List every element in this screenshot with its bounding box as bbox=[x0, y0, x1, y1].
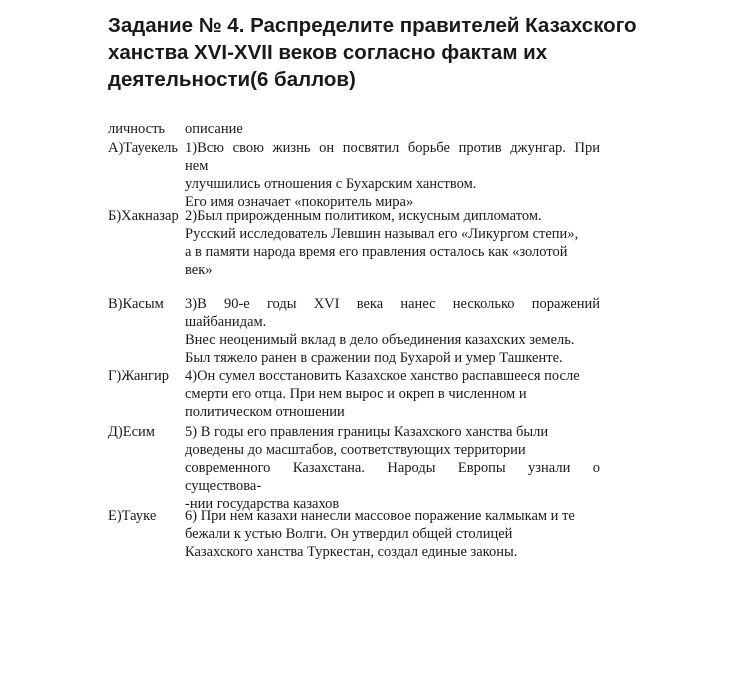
description-line: Русский исследователь Левшин называл его «Ликургом степи», bbox=[185, 226, 579, 242]
title-line-1: Задание № 4. Распределите правителей Казахского bbox=[108, 14, 637, 37]
ruler-description bbox=[185, 295, 600, 367]
rulers-table bbox=[108, 120, 604, 567]
description-line: -нии государства казахов bbox=[185, 496, 340, 512]
table-row bbox=[108, 139, 604, 210]
description-line: шайбанидам. bbox=[185, 314, 267, 330]
description-line: нем bbox=[185, 158, 209, 174]
description-line: 4)Он сумел восстановить Казахское ханство распавшееся после bbox=[185, 368, 580, 384]
ruler-description bbox=[185, 367, 600, 423]
ruler-description bbox=[185, 139, 600, 210]
description-line: Казахского ханства Туркестан, создал единые законы. bbox=[185, 544, 518, 560]
table-header-row bbox=[108, 120, 604, 139]
description-line: бежали к устью Волги. Он утвердил общей столицей bbox=[185, 526, 513, 542]
description-line: Внес неоценимый вклад в дело объединения казахских земель. bbox=[185, 332, 575, 348]
description-line: Был тяжело ранен в сражении под Бухарой и умер Ташкенте. bbox=[185, 350, 563, 366]
description-line: политическом отношении bbox=[185, 404, 345, 420]
description-line: улучшились отношения с Бухарским ханством. bbox=[185, 176, 477, 192]
header-person: личность bbox=[108, 121, 166, 137]
table-row bbox=[108, 295, 604, 367]
ruler-name: Б)Хакназар bbox=[108, 208, 179, 224]
description-line: смерти его отца. При нем вырос и окреп в численном и bbox=[185, 386, 527, 402]
ruler-description bbox=[185, 507, 600, 567]
task-title bbox=[108, 12, 668, 93]
description-line: 3)В 90-е годы XVI века нанес несколько поражений bbox=[185, 296, 600, 312]
description-line: а в памяти народа время его правления осталось как «золотой bbox=[185, 244, 568, 260]
ruler-name: Д)Есим bbox=[108, 424, 155, 440]
ruler-description bbox=[185, 207, 600, 295]
table-row bbox=[108, 367, 604, 423]
ruler-name: В)Касым bbox=[108, 296, 164, 312]
title-line-3: деятельности(6 баллов) bbox=[108, 68, 356, 91]
ruler-name: Г)Жангир bbox=[108, 368, 169, 384]
description-line: 6) При нем казахи нанесли массовое поражение калмыкам и те bbox=[185, 508, 575, 524]
description-line: 2)Был прирожденным политиком, искусным дипломатом. bbox=[185, 208, 542, 224]
header-description: описание bbox=[185, 121, 243, 137]
description-line: век» bbox=[185, 262, 213, 278]
ruler-name: А)Тауекель bbox=[108, 140, 178, 156]
ruler-description bbox=[185, 423, 600, 512]
description-line: доведены до масштабов, соответствующих территории bbox=[185, 442, 526, 458]
description-line: Его имя означает «покоритель мира» bbox=[185, 194, 414, 210]
title-line-2: ханства XVI-XVII веков согласно фактам их bbox=[108, 41, 548, 64]
description-line: существова- bbox=[185, 478, 262, 494]
description-line: 1)Всю свою жизнь он посвятил борьбе против джунгар. При bbox=[185, 140, 600, 156]
description-line: 5) В годы его правления границы Казахского ханства были bbox=[185, 424, 549, 440]
table-row bbox=[108, 423, 604, 512]
table-row bbox=[108, 207, 604, 295]
table-row bbox=[108, 507, 604, 567]
ruler-name: Е)Тауке bbox=[108, 508, 157, 524]
description-line: современного Казахстана. Народы Европы узнали о bbox=[185, 460, 600, 476]
